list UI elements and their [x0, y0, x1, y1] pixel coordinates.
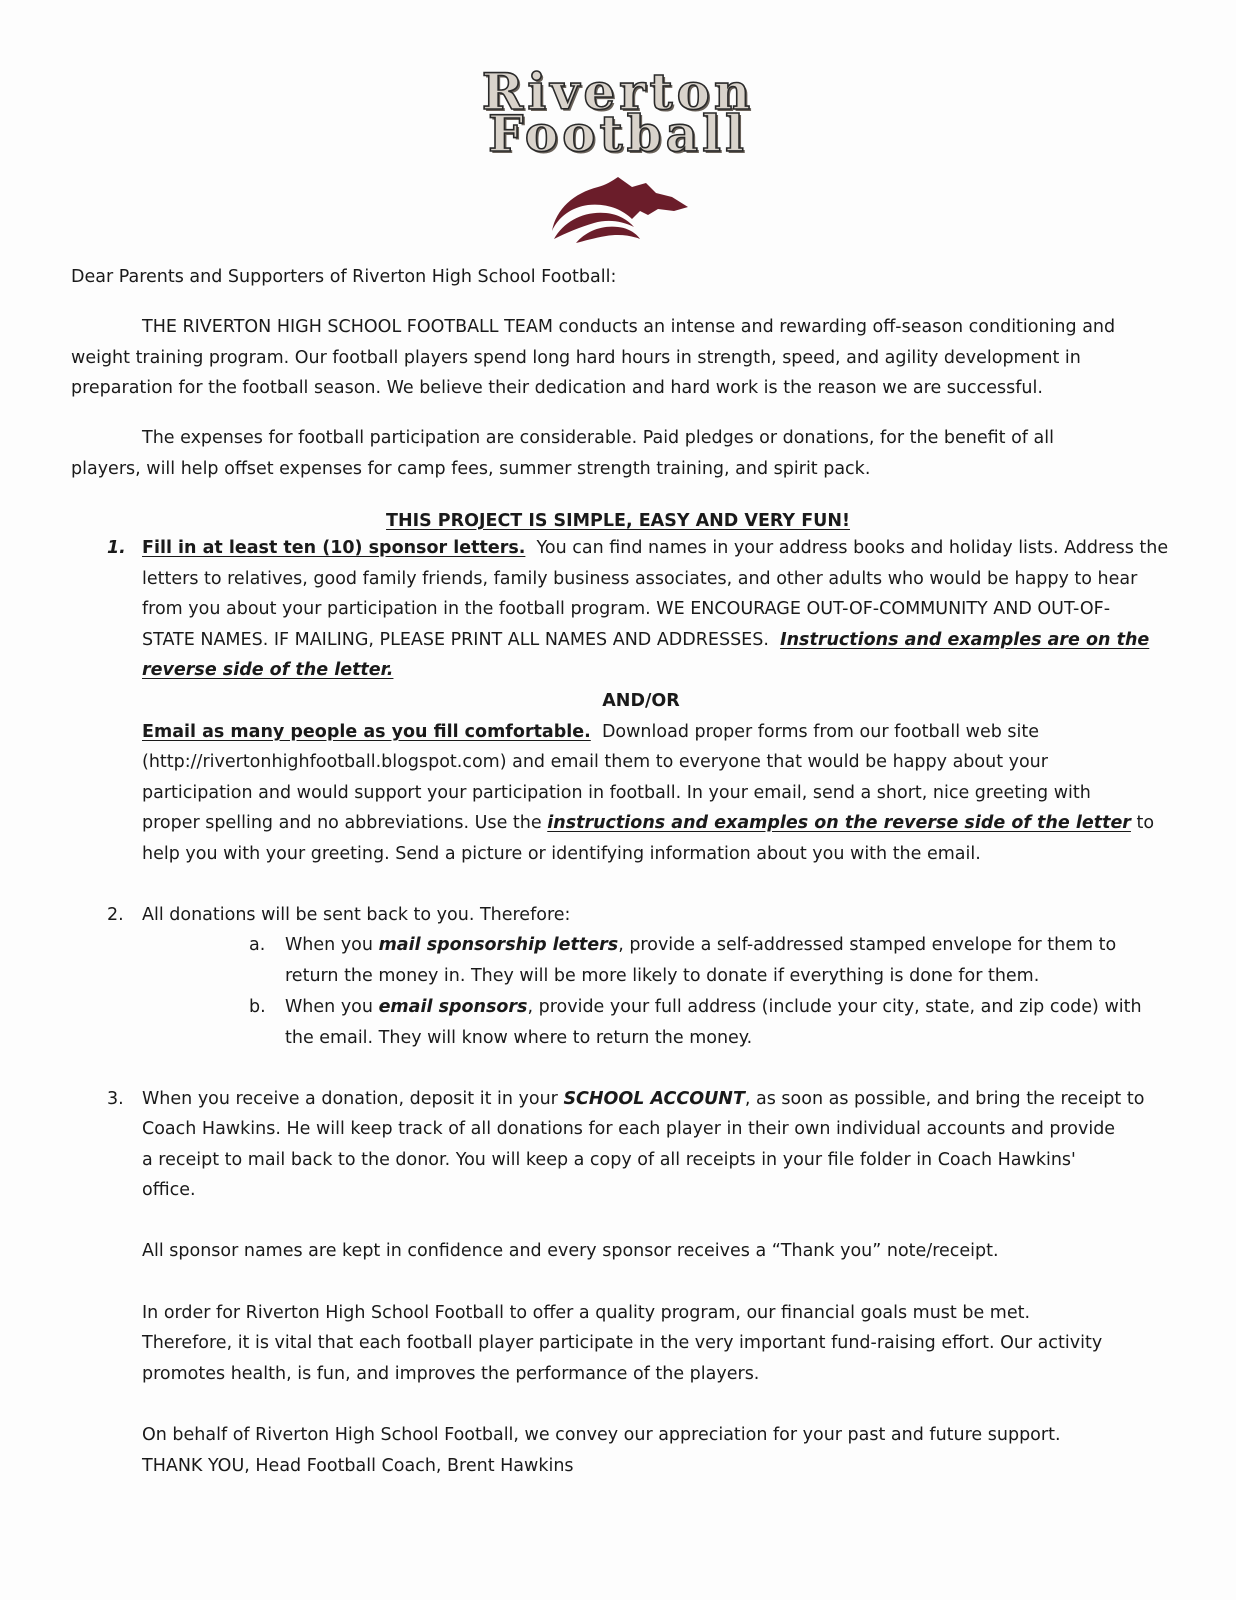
wildcat-head-logo-icon: [548, 173, 694, 245]
para2-line-1: The expenses for football participation are considerable. Paid pledges or donations, for the benefit of all: [142, 428, 1054, 448]
title-line-2: Football: [488, 104, 748, 163]
title-line-1: Riverton: [481, 62, 755, 121]
signature-line: THANK YOU, Head Football Coach, Brent Hawkins: [142, 1456, 574, 1476]
goals-line-3: promotes health, is fun, and improves the performance of the players.: [142, 1364, 760, 1384]
item3-line-1: [142, 1084, 1144, 1115]
item1-line-4-text: STATE NAMES. IF MAILING, PLEASE PRINT ALL NAMES AND ADDRESSES.: [142, 630, 769, 650]
item2-number: 2.: [107, 905, 124, 925]
item1-line-2: letters to relatives, good family friends, family business associates, and other adults who would be happy to hear: [142, 569, 1138, 589]
sub-b-post: , provide your full address (include your city, state, and zip code) with: [527, 997, 1142, 1017]
item2-sub-b-line-2: the email. They will know where to return the money.: [285, 1028, 753, 1048]
item1-line-5: reverse side of the letter.: [142, 660, 394, 680]
school-account-emph: SCHOOL ACCOUNT: [563, 1089, 745, 1109]
para1-line-3: preparation for the football season. We believe their dedication and hard work is the reason we are successful.: [71, 378, 1043, 398]
item3-line-3: a receipt to mail back to the donor. You will keep a copy of all receipts in your file folder in Coach Hawkins': [142, 1150, 1076, 1170]
email-heading: Email as many people as you fill comfortable.: [142, 722, 591, 742]
item1-line-3: from you about your participation in the football program. WE ENCOURAGE OUT-OF-COMMUNITY AND OUT-OF-: [142, 599, 1111, 619]
email-line-2: (http://rivertonhighfootball.blogspot.com) and email them to everyone that would be happy about your: [142, 752, 1048, 772]
item3-line-1-post: , as soon as possible, and bring the receipt to: [744, 1089, 1145, 1109]
email-line-1: [142, 717, 1039, 748]
confidence-note: All sponsor names are kept in confidence and every sponsor receives a “Thank you” note/receipt.: [142, 1241, 999, 1261]
sub-b-emph: email sponsors: [378, 997, 528, 1017]
para1-line-1: THE RIVERTON HIGH SCHOOL FOOTBALL TEAM conducts an intense and rewarding off-season conditioning and: [142, 317, 1116, 337]
item2-sub-a-letter: a.: [249, 935, 266, 955]
para1-line-2: weight training program. Our football players spend long hard hours in strength, speed, and agility development in: [71, 348, 1081, 368]
item1-line-1: [142, 533, 1168, 564]
sub-a-post: , provide a self-addressed stamped envelope for them to: [618, 935, 1117, 955]
email-line-4-pre: proper spelling and no abbreviations. Use the: [142, 813, 542, 833]
salutation: Dear Parents and Supporters of Riverton High School Football:: [71, 267, 617, 287]
item3-number: 3.: [107, 1089, 124, 1109]
para2-line-2: players, will help offset expenses for camp fees, summer strength training, and spirit pack.: [71, 459, 871, 479]
item2-sub-a-line-2: return the money in. They will be more likely to donate if everything is done for them.: [285, 966, 1040, 986]
item1-heading: Fill in at least ten (10) sponsor letters.: [142, 538, 526, 558]
item3-line-1-pre: When you receive a donation, deposit it in your: [142, 1089, 558, 1109]
item2-sub-a-line-1: [285, 930, 1116, 961]
email-line-4-post: to: [1136, 813, 1155, 833]
sub-a-pre: When you: [285, 935, 373, 955]
item1-line-1-rest: You can find names in your address books and holiday lists. Address the: [536, 538, 1169, 558]
closing-line-1: On behalf of Riverton High School Football, we convey our appreciation for your past and future support.: [142, 1425, 1061, 1445]
goals-line-1: In order for Riverton High School Football to offer a quality program, our financial goals must be met.: [142, 1303, 1031, 1323]
item2-sub-b-letter: b.: [249, 997, 266, 1017]
item3-line-4: office.: [142, 1180, 196, 1200]
project-heading: THIS PROJECT IS SIMPLE, EASY AND VERY FUN!: [386, 511, 850, 531]
item1-number: 1.: [107, 538, 126, 558]
sub-b-pre: When you: [285, 997, 373, 1017]
goals-line-2: Therefore, it is vital that each football player participate in the very important fund-raising effort. Our activity: [142, 1333, 1103, 1353]
and-or-label: AND/OR: [602, 691, 680, 711]
email-line-3: participation and would support your participation in football. In your email, send a short, nice greeting with: [142, 783, 1091, 803]
email-line-5: help you with your greeting. Send a picture or identifying information about you with the email.: [142, 844, 981, 864]
email-instructions-emph: instructions and examples on the reverse side of the letter: [547, 813, 1131, 833]
email-line-4: [142, 808, 1154, 839]
item2-text: All donations will be sent back to you. Therefore:: [142, 905, 571, 925]
item1-line-4: [142, 625, 1149, 656]
item1-instructions-emph: Instructions and examples are on the: [780, 630, 1150, 650]
item2-sub-b-line-1: [285, 992, 1142, 1023]
item3-line-2: Coach Hawkins. He will keep track of all donations for each player in their own individual accounts and provide: [142, 1119, 1116, 1139]
email-line-1-rest: Download proper forms from our football web site: [601, 722, 1039, 742]
sub-a-emph: mail sponsorship letters: [378, 935, 619, 955]
